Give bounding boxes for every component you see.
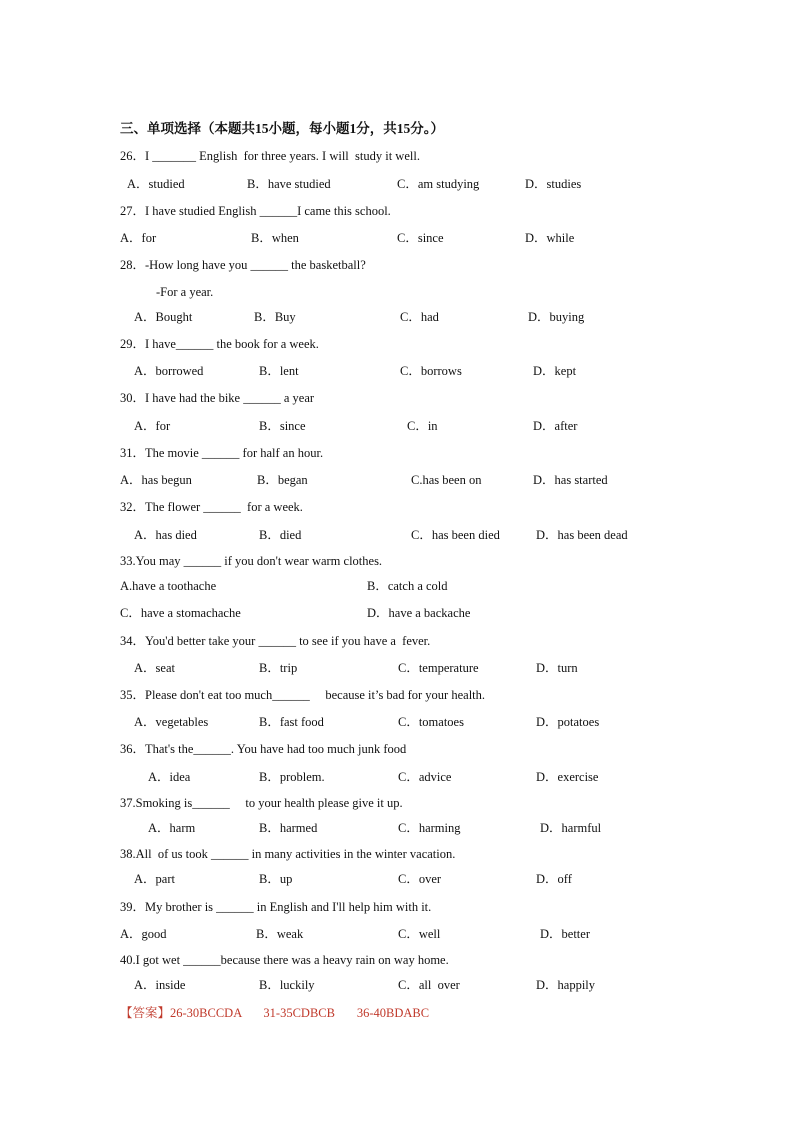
option: B．catch a cold (367, 579, 448, 593)
option: D．harmful (540, 821, 602, 835)
option: D．off (536, 872, 572, 886)
question-stem: 26．I _______ English for three years. I will study it well. (120, 149, 420, 163)
option: D．has started (533, 473, 608, 487)
option: B．fast food (259, 715, 324, 729)
option: B．Buy (254, 310, 296, 324)
question-stem: 38.All of us took ______ in many activities in the winter vacation. (120, 847, 456, 861)
option: A.have a toothache (120, 579, 217, 593)
option: B．began (257, 473, 308, 487)
option: C．advice (398, 770, 452, 784)
option: C．have a stomachache (120, 606, 241, 620)
option: B．harmed (259, 821, 318, 835)
option: B．lent (259, 364, 299, 378)
question-stem-line2: -For a year. (156, 285, 214, 299)
option: D．exercise (536, 770, 599, 784)
question-stem: 29．I have______ the book for a week. (120, 337, 319, 351)
option: A．good (120, 927, 167, 941)
option: C．all over (398, 978, 460, 992)
question-stem: 32．The flower ______ for a week. (120, 500, 303, 514)
option: C．had (400, 310, 439, 324)
option: A．for (120, 231, 157, 245)
option: D．after (533, 419, 578, 433)
question-stem: 28．-How long have you ______ the basketball? (120, 258, 366, 272)
option: A．idea (148, 770, 191, 784)
question-stem: 34．You'd better take your ______ to see if you have a fever. (120, 634, 431, 648)
section-heading: 三、单项选择（本题共15小题，每小题1分，共15分。） (120, 121, 444, 136)
option: A．Bought (134, 310, 193, 324)
option: D．happily (536, 978, 596, 992)
option: D．has been dead (536, 528, 628, 542)
option: B．problem. (259, 770, 325, 784)
option: C．well (398, 927, 441, 941)
option: C．has been died (411, 528, 500, 542)
option: C．am studying (397, 177, 480, 191)
option: B．weak (256, 927, 304, 941)
option: A．has died (134, 528, 197, 542)
option: C．in (407, 419, 438, 433)
question-stem: 33.You may ______ if you don't wear warm clothes. (120, 554, 383, 568)
question-stem: 39．My brother is ______ in English and I'll help him with it. (120, 900, 432, 914)
option: B．died (259, 528, 302, 542)
option: D．studies (525, 177, 582, 191)
option: B．trip (259, 661, 298, 675)
option: B．since (259, 419, 306, 433)
option: A．harm (148, 821, 196, 835)
option: D．turn (536, 661, 578, 675)
answer-key: 【答案】26-30BCCDA 31-35CDBCB 36-40BDABC (120, 1006, 430, 1020)
option: B．up (259, 872, 293, 886)
question-stem: 35．Please don't eat too much______ because it’s bad for your health. (120, 688, 486, 702)
option: C．harming (398, 821, 461, 835)
question-stem: 37.Smoking is______ to your health please give it up. (120, 796, 403, 810)
question-stem: 27．I have studied English ______I came this school. (120, 204, 391, 218)
option: D．potatoes (536, 715, 600, 729)
option: C．since (397, 231, 444, 245)
option: C．temperature (398, 661, 479, 675)
option: A．studied (127, 177, 185, 191)
question-stem: 31．The movie ______ for half an hour. (120, 446, 324, 460)
option: A．part (134, 872, 175, 886)
option: A．vegetables (134, 715, 209, 729)
option: D．while (525, 231, 575, 245)
option: B．luckily (259, 978, 315, 992)
option: A．borrowed (134, 364, 204, 378)
option: A．inside (134, 978, 186, 992)
option: D．kept (533, 364, 577, 378)
question-stem: 40.I got wet ______because there was a heavy rain on way home. (120, 953, 449, 967)
question-stem: 30．I have had the bike ______ a year (120, 391, 315, 405)
option: C．borrows (400, 364, 462, 378)
option: C.has been on (411, 473, 482, 487)
option: A．for (134, 419, 171, 433)
option: A．has begun (120, 473, 192, 487)
option: C．tomatoes (398, 715, 464, 729)
option: D．better (540, 927, 590, 941)
option: C．over (398, 872, 442, 886)
option: D．have a backache (367, 606, 471, 620)
option: B．when (251, 231, 299, 245)
option: A．seat (134, 661, 175, 675)
option: B．have studied (247, 177, 331, 191)
question-stem: 36．That's the______. You have had too much junk food (120, 742, 407, 756)
option: D．buying (528, 310, 585, 324)
